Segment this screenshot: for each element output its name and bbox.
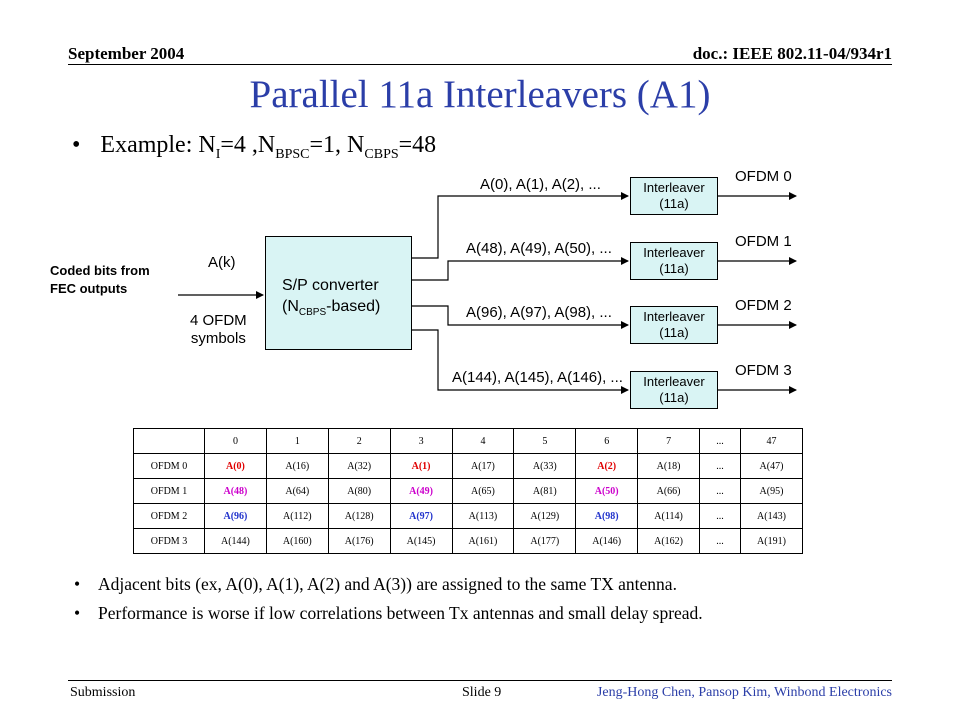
example-line: • Example: $N_I=4$ $,N_{BPSC}=1$, $N_{CBPS}=48$	[72, 132, 437, 162]
table-cell: ...	[700, 504, 741, 529]
table-row-label: OFDM 3	[134, 529, 205, 554]
table-cell: A(162)	[638, 529, 700, 554]
table-cell: A(95)	[741, 479, 803, 504]
interleaver-block-3: Interleaver (11a)	[630, 371, 718, 409]
table-cell: A(113)	[452, 504, 514, 529]
table-cell: A(32)	[328, 454, 390, 479]
table-cell: A(146)	[576, 529, 638, 554]
bullet-dot: •	[74, 603, 81, 623]
table-header-cell: 0	[205, 429, 267, 454]
table-header-cell: ...	[700, 429, 741, 454]
table-header-cell: 5	[514, 429, 576, 454]
bullet-item-1: • Adjacent bits (ex, A(0), A(1), A(2) and A(3)) are assigned to the same TX antenna.	[74, 574, 677, 594]
output-label-3: OFDM 3	[735, 362, 792, 379]
output-label-2: OFDM 2	[735, 297, 792, 314]
footer-authors: Jeng-Hong Chen, Pansop Kim, Winbond Electronics	[596, 685, 892, 700]
interleaver-mapping-table	[133, 428, 803, 554]
table-cell: ...	[700, 529, 741, 554]
table-cell: A(98)	[576, 504, 638, 529]
header-date: September 2004	[68, 44, 185, 63]
table-header-row	[134, 429, 803, 454]
footer-slide-number: Slide 9	[462, 685, 502, 700]
table-cell: A(80)	[328, 479, 390, 504]
sp-converter-block: S/P converter $(N_{CBPS}-based)$	[265, 236, 412, 350]
table-cell: A(177)	[514, 529, 576, 554]
table-cell: A(17)	[452, 454, 514, 479]
table-header-cell: 2	[328, 429, 390, 454]
stream-label-3: A(144), A(145), A(146), ...	[452, 369, 623, 386]
table-cell: A(161)	[452, 529, 514, 554]
table-header-cell: 7	[638, 429, 700, 454]
slide-title: Parallel 11a Interleavers (A1)	[249, 73, 711, 116]
stream-label-0: A(0), A(1), A(2), ...	[480, 176, 601, 193]
table-row	[134, 504, 803, 529]
table-cell: A(160)	[266, 529, 328, 554]
bullet-dot: •	[74, 574, 81, 594]
table-cell: A(81)	[514, 479, 576, 504]
table-header-cell: 3	[390, 429, 452, 454]
table-cell: A(144)	[205, 529, 267, 554]
table-cell: A(48)	[205, 479, 267, 504]
table-header-cell: 1	[266, 429, 328, 454]
table-header-cell: 6	[576, 429, 638, 454]
table-cell: A(145)	[390, 529, 452, 554]
table-cell: A(176)	[328, 529, 390, 554]
interleaver-block-2: Interleaver (11a)	[630, 306, 718, 344]
table-row	[134, 479, 803, 504]
header-doc-id: doc.: IEEE 802.11-04/934r1	[692, 44, 892, 63]
table-cell: A(50)	[576, 479, 638, 504]
table-cell: A(112)	[266, 504, 328, 529]
table-cell: A(143)	[741, 504, 803, 529]
table-cell: A(33)	[514, 454, 576, 479]
table-cell: A(114)	[638, 504, 700, 529]
table-row	[134, 529, 803, 554]
table-cell: A(16)	[266, 454, 328, 479]
table-row-label: OFDM 2	[134, 504, 205, 529]
table-cell: A(191)	[741, 529, 803, 554]
table-cell: ...	[700, 454, 741, 479]
interleaver-block-1: Interleaver (11a)	[630, 242, 718, 280]
table-cell: A(49)	[390, 479, 452, 504]
table-row-label: OFDM 0	[134, 454, 205, 479]
footer-rule	[68, 680, 892, 681]
bullet-item-2: • Performance is worse if low correlations between Tx antennas and small delay spread.	[74, 603, 703, 623]
input-symbols-label: 4 OFDM symbols	[190, 312, 247, 347]
table-cell: A(128)	[328, 504, 390, 529]
table-cell: A(64)	[266, 479, 328, 504]
branch-arrow-1	[412, 261, 628, 280]
table-header-cell	[134, 429, 205, 454]
table-cell: A(18)	[638, 454, 700, 479]
table-cell: A(1)	[390, 454, 452, 479]
input-source-label: Coded bits from FEC outputs	[50, 263, 150, 296]
table-cell: A(65)	[452, 479, 514, 504]
table-cell: A(97)	[390, 504, 452, 529]
input-signal-label: A(k)	[208, 254, 236, 271]
table-cell: A(129)	[514, 504, 576, 529]
interleaver-block-0: Interleaver (11a)	[630, 177, 718, 215]
table-cell: A(47)	[741, 454, 803, 479]
table-cell: A(96)	[205, 504, 267, 529]
table-cell: ...	[700, 479, 741, 504]
output-label-0: OFDM 0	[735, 168, 792, 185]
table-cell: A(66)	[638, 479, 700, 504]
table-header-cell: 4	[452, 429, 514, 454]
table-cell: A(2)	[576, 454, 638, 479]
footer-submission: Submission	[70, 685, 136, 700]
stream-label-2: A(96), A(97), A(98), ...	[466, 304, 612, 321]
table-cell: A(0)	[205, 454, 267, 479]
table-row-label: OFDM 1	[134, 479, 205, 504]
table-row	[134, 454, 803, 479]
output-label-1: OFDM 1	[735, 233, 792, 250]
bullet-dot: •	[72, 132, 81, 158]
table-header-cell: 47	[741, 429, 803, 454]
stream-label-1: A(48), A(49), A(50), ...	[466, 240, 612, 257]
